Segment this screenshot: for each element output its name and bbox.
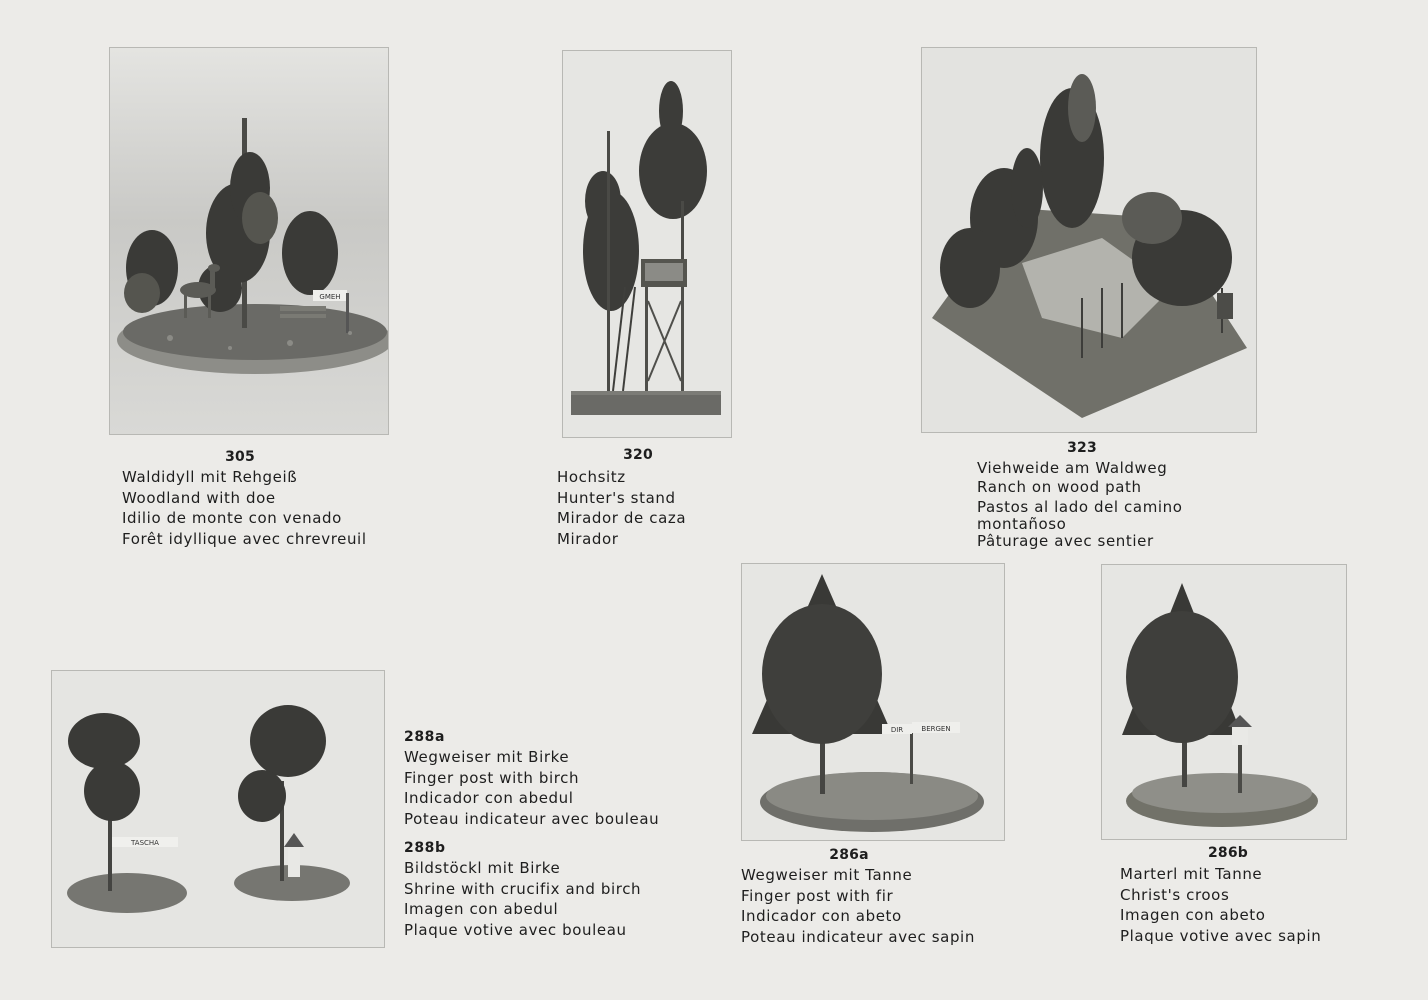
caption-line: Shrine with crucifix and birch <box>404 879 642 898</box>
caption-line: Christ's croos <box>1120 885 1230 904</box>
caption-line: Hunter's stand <box>557 488 676 507</box>
caption-line: Waldidyll mit Rehgeiß <box>122 468 298 486</box>
caption-line: Poteau indicateur avec bouleau <box>404 810 660 829</box>
sign-text-286a-left: DIR <box>890 726 904 734</box>
caption-line: Ranch on wood path <box>977 478 1142 496</box>
caption-line: Viehweide am Waldweg <box>977 459 1168 477</box>
caption-line: Finger post with birch <box>404 768 580 787</box>
caption-line: Pastos al lado del camino <box>977 498 1183 516</box>
caption-line: Indicador con abedul <box>404 789 574 808</box>
item-number-286b: 286b <box>1207 845 1249 861</box>
caption-286b <box>1120 864 1321 947</box>
caption-line: Plaque votive avec bouleau <box>404 920 627 939</box>
sign-text-286a-right: BERGEN <box>921 725 951 733</box>
item-number-305: 305 <box>225 449 255 465</box>
sign-text-288-left: TASCHA <box>131 839 159 847</box>
caption-line: Bildstöckl mit Birke <box>404 858 561 877</box>
caption-line: Imagen con abedul <box>404 900 559 919</box>
caption-305 <box>122 467 367 550</box>
caption-line: Indicador con abeto <box>741 907 902 926</box>
caption-line: Imagen con abeto <box>1120 906 1266 925</box>
caption-line: montañoso <box>977 515 1067 533</box>
caption-323 <box>977 459 1183 551</box>
caption-line: Plaque votive avec sapin <box>1120 927 1322 946</box>
photo-286b-shrine-with-fir <box>1101 564 1347 840</box>
caption-line: Mirador de caza <box>557 509 687 528</box>
item-number-320: 320 <box>623 447 653 463</box>
item-number-286a: 286a <box>829 847 869 863</box>
caption-line: Wegweiser mit Birke <box>404 748 570 766</box>
photo-320-hunters-stand <box>562 50 732 438</box>
caption-line: Finger post with fir <box>741 886 894 905</box>
caption-320 <box>557 467 686 550</box>
caption-line: Idilio de monte con venado <box>122 509 342 528</box>
caption-line: Woodland with doe <box>122 488 276 507</box>
sign-text-305: GMEH <box>319 293 341 301</box>
photo-288-birch-signpost-and-shrine <box>51 670 385 948</box>
caption-line: Poteau indicateur avec sapin <box>741 928 975 947</box>
caption-line: Wegweiser mit Tanne <box>741 866 913 884</box>
caption-line: Forêt idyllique avec chrevreuil <box>122 530 367 549</box>
caption-286a <box>741 865 975 948</box>
item-number-323: 323 <box>1067 440 1097 456</box>
caption-line: Mirador <box>557 530 619 549</box>
caption-line: Pâturage avec sentier <box>977 532 1154 550</box>
caption-line: Marterl mit Tanne <box>1120 865 1263 883</box>
photo-286a-finger-post-with-fir <box>741 563 1005 841</box>
caption-line: Hochsitz <box>557 468 626 486</box>
caption-288 <box>404 727 659 941</box>
photo-305-woodland-with-doe <box>109 47 389 435</box>
item-number-288a: 288a <box>404 729 446 745</box>
item-number-288b: 288b <box>404 839 446 856</box>
photo-323-ranch-on-wood-path <box>921 47 1257 433</box>
